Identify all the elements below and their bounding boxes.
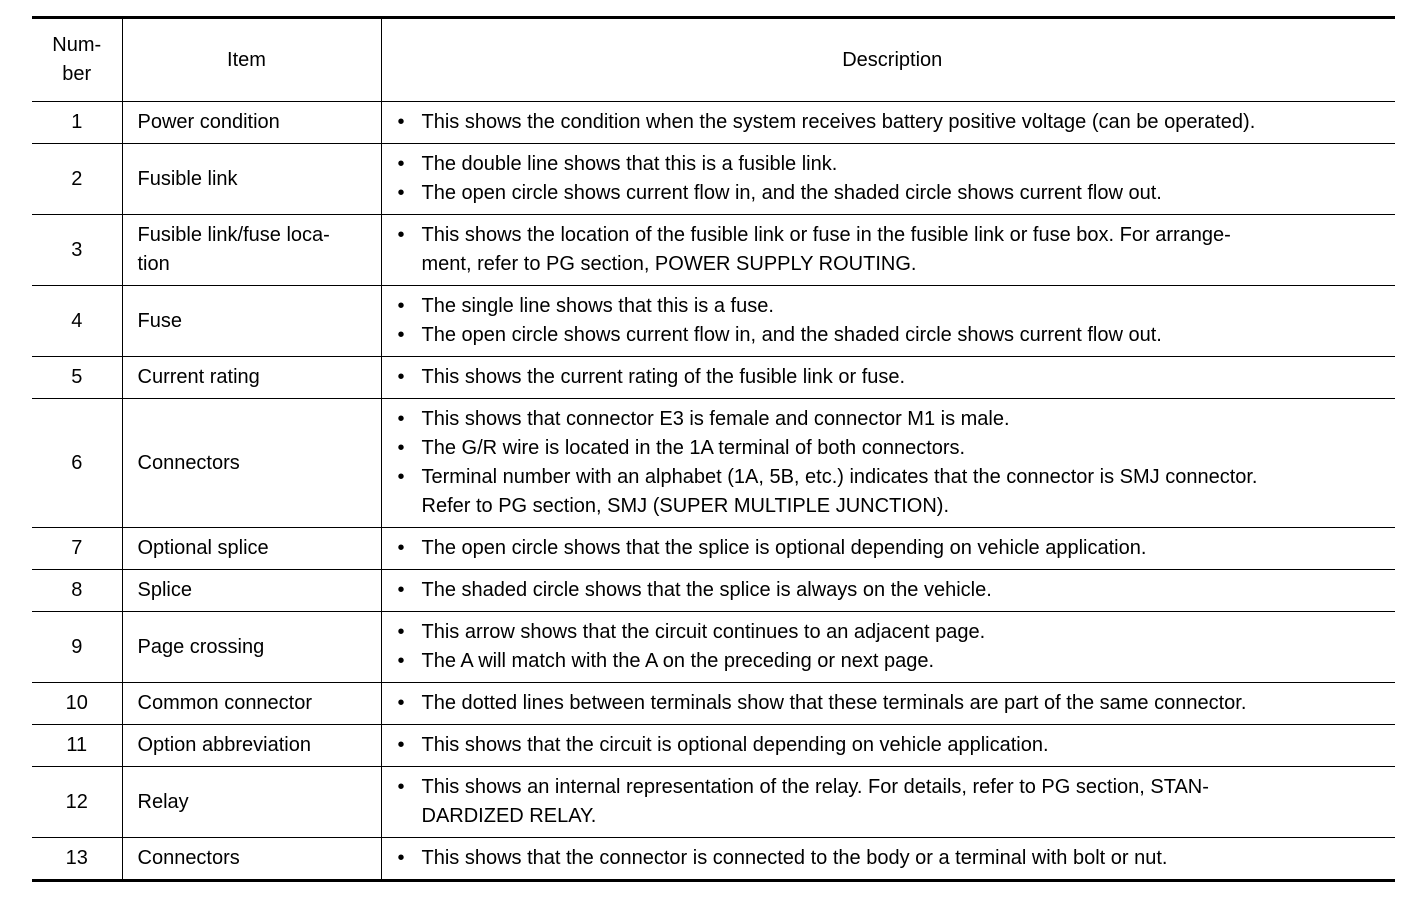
row-description [381, 612, 1395, 683]
table-body [32, 102, 1395, 881]
description-list [398, 292, 1388, 350]
bullet-icon: • [397, 295, 405, 317]
description-bullet-item [398, 576, 1388, 605]
wiring-symbol-table [32, 16, 1395, 882]
bullet-icon: • [397, 776, 405, 798]
row-description [381, 357, 1395, 399]
row-description [381, 144, 1395, 215]
row-number: 9 [32, 612, 122, 683]
description-bullet-item [398, 108, 1388, 137]
description-text: The A will match with the A on the preceding or next page. [421, 650, 935, 672]
description-bullet-item [398, 844, 1388, 873]
description-list [398, 576, 1388, 605]
bullet-icon: • [397, 621, 405, 643]
row-number: 8 [32, 570, 122, 612]
description-bullet-item [398, 363, 1388, 392]
row-description [381, 102, 1395, 144]
description-text: Terminal number with an alphabet (1A, 5B, etc.) indicates that the connector is SMJ connector. Refer to PG section, SMJ (SUPER MULTIPLE JUNCTION). [421, 466, 1258, 517]
description-bullet-item [398, 292, 1388, 321]
description-list [398, 534, 1388, 563]
bullet-icon: • [397, 579, 405, 601]
description-bullet-item [398, 150, 1388, 179]
row-description [381, 399, 1395, 528]
bullet-icon: • [397, 537, 405, 559]
header-description: Description [381, 18, 1395, 102]
table-row [32, 286, 1395, 357]
bullet-icon: • [397, 437, 405, 459]
description-text: This shows that the connector is connected to the body or a terminal with bolt or nut. [421, 847, 1168, 869]
row-item: Fuse [122, 286, 381, 357]
description-bullet-item [398, 179, 1388, 208]
description-text: This shows the location of the fusible link or fuse in the fusible link or fuse box. For arrange- ment, refer to PG section, POWER SUPPLY ROUTING. [421, 224, 1231, 275]
row-description [381, 570, 1395, 612]
description-text: The double line shows that this is a fusible link. [421, 153, 838, 175]
description-bullet-item [398, 773, 1388, 831]
description-list [398, 731, 1388, 760]
row-item: Current rating [122, 357, 381, 399]
description-text: The shaded circle shows that the splice is always on the vehicle. [421, 579, 992, 601]
row-description [381, 838, 1395, 881]
table-row [32, 612, 1395, 683]
table-row [32, 767, 1395, 838]
description-list [398, 844, 1388, 873]
table-row [32, 528, 1395, 570]
description-text: The single line shows that this is a fuse. [421, 295, 774, 317]
description-text: This shows the condition when the system receives battery positive voltage (can be operated). [421, 111, 1256, 133]
row-number: 11 [32, 725, 122, 767]
description-bullet-item [398, 321, 1388, 350]
description-bullet-item [398, 618, 1388, 647]
row-number: 5 [32, 357, 122, 399]
row-number: 7 [32, 528, 122, 570]
description-list [398, 150, 1388, 208]
row-description [381, 767, 1395, 838]
table-row [32, 215, 1395, 286]
bullet-icon: • [397, 734, 405, 756]
description-text: The dotted lines between terminals show that these terminals are part of the same connector. [421, 692, 1247, 714]
description-text: This shows that connector E3 is female and connector M1 is male. [421, 408, 1010, 430]
header-item: Item [122, 18, 381, 102]
description-list [398, 221, 1388, 279]
description-bullet-item [398, 731, 1388, 760]
description-text: This shows the current rating of the fusible link or fuse. [421, 366, 906, 388]
header-row [32, 18, 1395, 102]
row-item: Fusible link [122, 144, 381, 215]
description-text: This shows an internal representation of the relay. For details, refer to PG section, STAN- DARDIZED RELAY. [421, 776, 1209, 827]
row-number: 4 [32, 286, 122, 357]
description-list [398, 405, 1388, 521]
row-item: Splice [122, 570, 381, 612]
row-number: 3 [32, 215, 122, 286]
description-text: The open circle shows current flow in, and the shaded circle shows current flow out. [421, 182, 1162, 204]
bullet-icon: • [397, 153, 405, 175]
description-text: The open circle shows current flow in, and the shaded circle shows current flow out. [421, 324, 1162, 346]
description-text: The G/R wire is located in the 1A terminal of both connectors. [421, 437, 966, 459]
description-bullet-item [398, 463, 1388, 521]
description-bullet-item [398, 434, 1388, 463]
bullet-icon: • [397, 366, 405, 388]
row-item: Common connector [122, 683, 381, 725]
row-number: 12 [32, 767, 122, 838]
row-number: 2 [32, 144, 122, 215]
table-row [32, 144, 1395, 215]
bullet-icon: • [397, 182, 405, 204]
row-description [381, 215, 1395, 286]
header-number: Num- ber [32, 18, 122, 102]
bullet-icon: • [397, 847, 405, 869]
description-bullet-item [398, 221, 1388, 279]
row-item: Page crossing [122, 612, 381, 683]
description-list [398, 773, 1388, 831]
description-text: This arrow shows that the circuit continues to an adjacent page. [421, 621, 986, 643]
row-item: Option abbreviation [122, 725, 381, 767]
description-list [398, 363, 1388, 392]
row-item: Power condition [122, 102, 381, 144]
row-item: Optional splice [122, 528, 381, 570]
description-list [398, 108, 1388, 137]
bullet-icon: • [397, 111, 405, 133]
row-description [381, 683, 1395, 725]
table-row [32, 399, 1395, 528]
row-number: 13 [32, 838, 122, 881]
row-number: 1 [32, 102, 122, 144]
table-row [32, 357, 1395, 399]
bullet-icon: • [397, 650, 405, 672]
row-item: Relay [122, 767, 381, 838]
table-row [32, 683, 1395, 725]
description-bullet-item [398, 647, 1388, 676]
row-description [381, 286, 1395, 357]
bullet-icon: • [397, 224, 405, 246]
table-row [32, 570, 1395, 612]
description-text: The open circle shows that the splice is optional depending on vehicle application. [421, 537, 1147, 559]
description-bullet-item [398, 405, 1388, 434]
description-bullet-item [398, 689, 1388, 718]
description-list [398, 689, 1388, 718]
description-list [398, 618, 1388, 676]
row-item: Fusible link/fuse loca- tion [122, 215, 381, 286]
bullet-icon: • [397, 466, 405, 488]
row-item: Connectors [122, 838, 381, 881]
bullet-icon: • [397, 324, 405, 346]
bullet-icon: • [397, 408, 405, 430]
row-description [381, 725, 1395, 767]
row-description [381, 528, 1395, 570]
table-row [32, 102, 1395, 144]
table-header [32, 18, 1395, 102]
row-number: 10 [32, 683, 122, 725]
table-row [32, 725, 1395, 767]
table-row [32, 838, 1395, 881]
bullet-icon: • [397, 692, 405, 714]
row-number: 6 [32, 399, 122, 528]
description-bullet-item [398, 534, 1388, 563]
row-item: Connectors [122, 399, 381, 528]
description-text: This shows that the circuit is optional depending on vehicle application. [421, 734, 1049, 756]
